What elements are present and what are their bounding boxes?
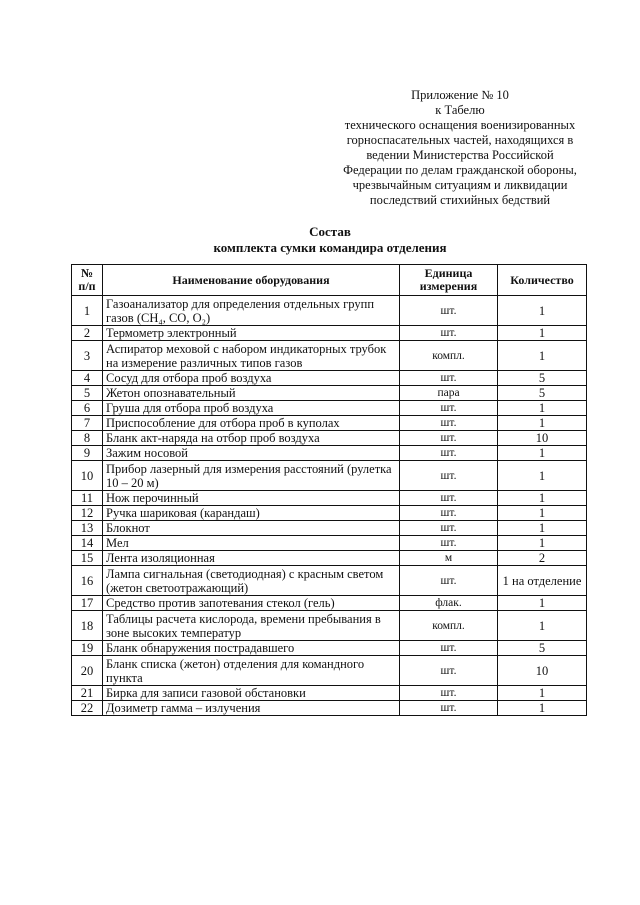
cell-num: 10 [72, 461, 103, 491]
table-body [72, 296, 587, 716]
cell-name: Аспиратор меховой с набором индикаторных трубок на измерение различных типов газов [103, 341, 400, 371]
table-row [72, 521, 587, 536]
appendix-line: к Табелю [435, 103, 485, 117]
cell-num: 12 [72, 506, 103, 521]
cell-qty: 1 [498, 491, 587, 506]
cell-num: 22 [72, 701, 103, 716]
cell-qty: 10 [498, 431, 587, 446]
cell-qty: 10 [498, 656, 587, 686]
table-row [72, 371, 587, 386]
table-row [72, 401, 587, 416]
cell-num: 9 [72, 446, 103, 461]
cell-unit: шт. [400, 416, 498, 431]
cell-num: 8 [72, 431, 103, 446]
appendix-line: Приложение № 10 [411, 88, 509, 102]
cell-qty: 5 [498, 371, 587, 386]
cell-name: Дозиметр гамма – излучения [103, 701, 400, 716]
cell-name: Блокнот [103, 521, 400, 536]
title-line-2: комплекта сумки командира отделения [213, 240, 447, 255]
cell-unit: шт. [400, 371, 498, 386]
cell-unit: шт. [400, 431, 498, 446]
table-row [72, 566, 587, 596]
table-row [72, 296, 587, 326]
cell-qty: 1 [498, 461, 587, 491]
appendix-line: последствий стихийных бедствий [369, 193, 551, 207]
cell-num: 4 [72, 371, 103, 386]
cell-qty: 1 [498, 521, 587, 536]
table-row [72, 431, 587, 446]
appendix-line: технического оснащения военизированных [344, 118, 576, 132]
cell-name: Нож перочинный [103, 491, 400, 506]
cell-num: 21 [72, 686, 103, 701]
cell-unit: шт. [400, 506, 498, 521]
cell-unit: м [400, 551, 498, 566]
cell-name: Бланк акт-наряда на отбор проб воздуха [103, 431, 400, 446]
table-row [72, 491, 587, 506]
cell-qty: 1 [498, 701, 587, 716]
cell-unit: шт. [400, 446, 498, 461]
cell-num: 18 [72, 611, 103, 641]
header-num: № п/п [72, 265, 103, 296]
cell-name: Лента изоляционная [103, 551, 400, 566]
cell-unit: шт. [400, 326, 498, 341]
table-row [72, 416, 587, 431]
cell-qty: 5 [498, 386, 587, 401]
cell-name: Прибор лазерный для измерения расстояний (рулетка 10 – 20 м) [103, 461, 400, 491]
cell-qty: 1 [498, 506, 587, 521]
appendix-line: ведении Министерства Российской [366, 148, 554, 162]
header-unit: Единица измерения [400, 265, 498, 296]
table-row [72, 551, 587, 566]
cell-qty: 1 [498, 686, 587, 701]
cell-qty: 5 [498, 641, 587, 656]
cell-name: Бланк обнаружения пострадавшего [103, 641, 400, 656]
cell-num: 11 [72, 491, 103, 506]
cell-num: 16 [72, 566, 103, 596]
cell-qty: 1 [498, 341, 587, 371]
cell-num: 19 [72, 641, 103, 656]
cell-qty: 1 [498, 536, 587, 551]
table-row [72, 461, 587, 491]
cell-num: 3 [72, 341, 103, 371]
table-header-row [72, 265, 587, 296]
cell-unit: шт. [400, 566, 498, 596]
cell-num: 1 [72, 296, 103, 326]
cell-qty: 1 [498, 296, 587, 326]
cell-num: 5 [72, 386, 103, 401]
cell-unit: шт. [400, 641, 498, 656]
cell-unit: шт. [400, 686, 498, 701]
cell-unit: компл. [400, 341, 498, 371]
appendix-line: горноспасательных частей, находящихся в [346, 133, 574, 147]
table-row [72, 641, 587, 656]
table-row [72, 446, 587, 461]
cell-unit: флак. [400, 596, 498, 611]
cell-name: Приспособление для отбора проб в куполах [103, 416, 400, 431]
cell-name: Бирка для записи газовой обстановки [103, 686, 400, 701]
table-row [72, 506, 587, 521]
header-name: Наименование оборудования [103, 265, 400, 296]
cell-qty: 1 [498, 611, 587, 641]
cell-unit: компл. [400, 611, 498, 641]
table-row [72, 701, 587, 716]
cell-qty: 2 [498, 551, 587, 566]
table-row [72, 341, 587, 371]
appendix-line: Федерации по делам гражданской обороны, [343, 163, 577, 177]
cell-qty: 1 [498, 446, 587, 461]
cell-name: Таблицы расчета кислорода, времени пребывания в зоне высоких температур [103, 611, 400, 641]
title-line-1: Состав [309, 224, 351, 239]
cell-num: 20 [72, 656, 103, 686]
cell-unit: шт. [400, 401, 498, 416]
cell-qty: 1 на отделение [498, 566, 587, 596]
cell-name: Груша для отбора проб воздуха [103, 401, 400, 416]
cell-name: Зажим носовой [103, 446, 400, 461]
table-row [72, 656, 587, 686]
cell-name: Лампа сигнальная (светодиодная) с красным светом (жетон светоотражающий) [103, 566, 400, 596]
cell-unit: шт. [400, 536, 498, 551]
table-row [72, 386, 587, 401]
cell-num: 6 [72, 401, 103, 416]
cell-unit: шт. [400, 656, 498, 686]
cell-unit: шт. [400, 461, 498, 491]
cell-name: Сосуд для отбора проб воздуха [103, 371, 400, 386]
cell-num: 13 [72, 521, 103, 536]
table-row [72, 536, 587, 551]
cell-num: 7 [72, 416, 103, 431]
appendix-line: чрезвычайным ситуациям и ликвидации [352, 178, 568, 192]
header-qty: Количество [498, 265, 587, 296]
cell-unit: шт. [400, 521, 498, 536]
cell-qty: 1 [498, 326, 587, 341]
cell-qty: 1 [498, 596, 587, 611]
cell-name: Термометр электронный [103, 326, 400, 341]
cell-qty: 1 [498, 416, 587, 431]
cell-name: Бланк списка (жетон) отделения для командного пункта [103, 656, 400, 686]
cell-name: Газоанализатор для определения отдельных групп газов (CH₄, CO, O₂) [103, 296, 400, 326]
table-row [72, 326, 587, 341]
cell-num: 2 [72, 326, 103, 341]
table-row [72, 611, 587, 641]
cell-unit: шт. [400, 296, 498, 326]
cell-name: Мел [103, 536, 400, 551]
cell-qty: 1 [498, 401, 587, 416]
cell-name: Жетон опознавательный [103, 386, 400, 401]
cell-unit: шт. [400, 491, 498, 506]
cell-num: 15 [72, 551, 103, 566]
equipment-table [71, 264, 587, 716]
document-title [140, 224, 520, 256]
cell-unit: шт. [400, 701, 498, 716]
cell-num: 17 [72, 596, 103, 611]
table-row [72, 686, 587, 701]
appendix-header [315, 88, 605, 208]
cell-name: Средство против запотевания стекол (гель) [103, 596, 400, 611]
cell-name: Ручка шариковая (карандаш) [103, 506, 400, 521]
table-row [72, 596, 587, 611]
cell-num: 14 [72, 536, 103, 551]
cell-unit: пара [400, 386, 498, 401]
